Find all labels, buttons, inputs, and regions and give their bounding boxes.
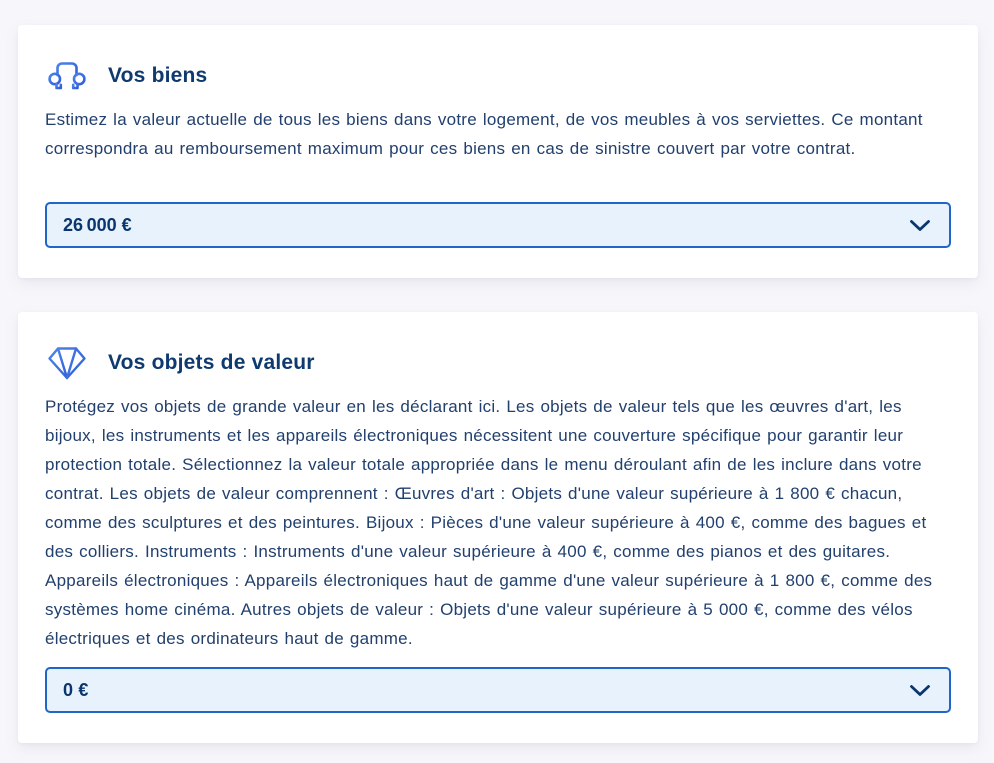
- chevron-down-icon: [909, 684, 931, 697]
- belongings-card-header: [45, 55, 951, 97]
- belongings-value-select[interactable]: [45, 202, 951, 248]
- armchair-icon: [45, 55, 89, 97]
- valuables-select-value: 0 €: [63, 679, 89, 700]
- chevron-down-icon: [909, 219, 931, 232]
- valuables-value-select[interactable]: [45, 667, 951, 713]
- belongings-card-title: Vos biens: [108, 64, 208, 87]
- valuables-description: Protégez vos objets de grande valeur en les déclarant ici. Les objets de valeur tels que les œuvres d'art, les bijoux, les instruments et les appareils électroniques nécessitent une couverture spécifique pour garantir leur protection totale. Sélectionnez la valeur totale appropriée dans le menu déroulant afin de les inclure dans votre contrat. Les objets de valeur comprennent : Œuvres d'art : Objets d'une valeur supérieure à 1 800 € chacun, comme des sculptures et des peintures. Bijoux : Pièces d'une valeur supérieure à 400 €, comme des bagues et des colliers. Instruments : Instruments d'une valeur supérieure à 400 €, comme des pianos et des guitares. Appareils électroniques : Appareils électroniques haut de gamme d'une valeur supérieure à 1 800 €, comme des systèmes home cinéma. Autres objets de valeur : Objets d'une valeur supérieure à 5 000 €, comme des vélos électriques et des ordinateurs haut de gamme.: [45, 397, 933, 648]
- valuables-card-header: [45, 342, 951, 384]
- valuables-card-title: Vos objets de valeur: [108, 351, 315, 374]
- belongings-select-value: 26 000 €: [63, 214, 132, 235]
- belongings-card: [18, 25, 978, 278]
- diamond-icon: [45, 342, 89, 384]
- valuables-card: [18, 312, 978, 743]
- belongings-description: Estimez la valeur actuelle de tous les biens dans votre logement, de vos meubles à vos serviettes. Ce montant correspondra au remboursement maximum pour ces biens en cas de sinistre couvert par votre contrat.: [45, 110, 923, 158]
